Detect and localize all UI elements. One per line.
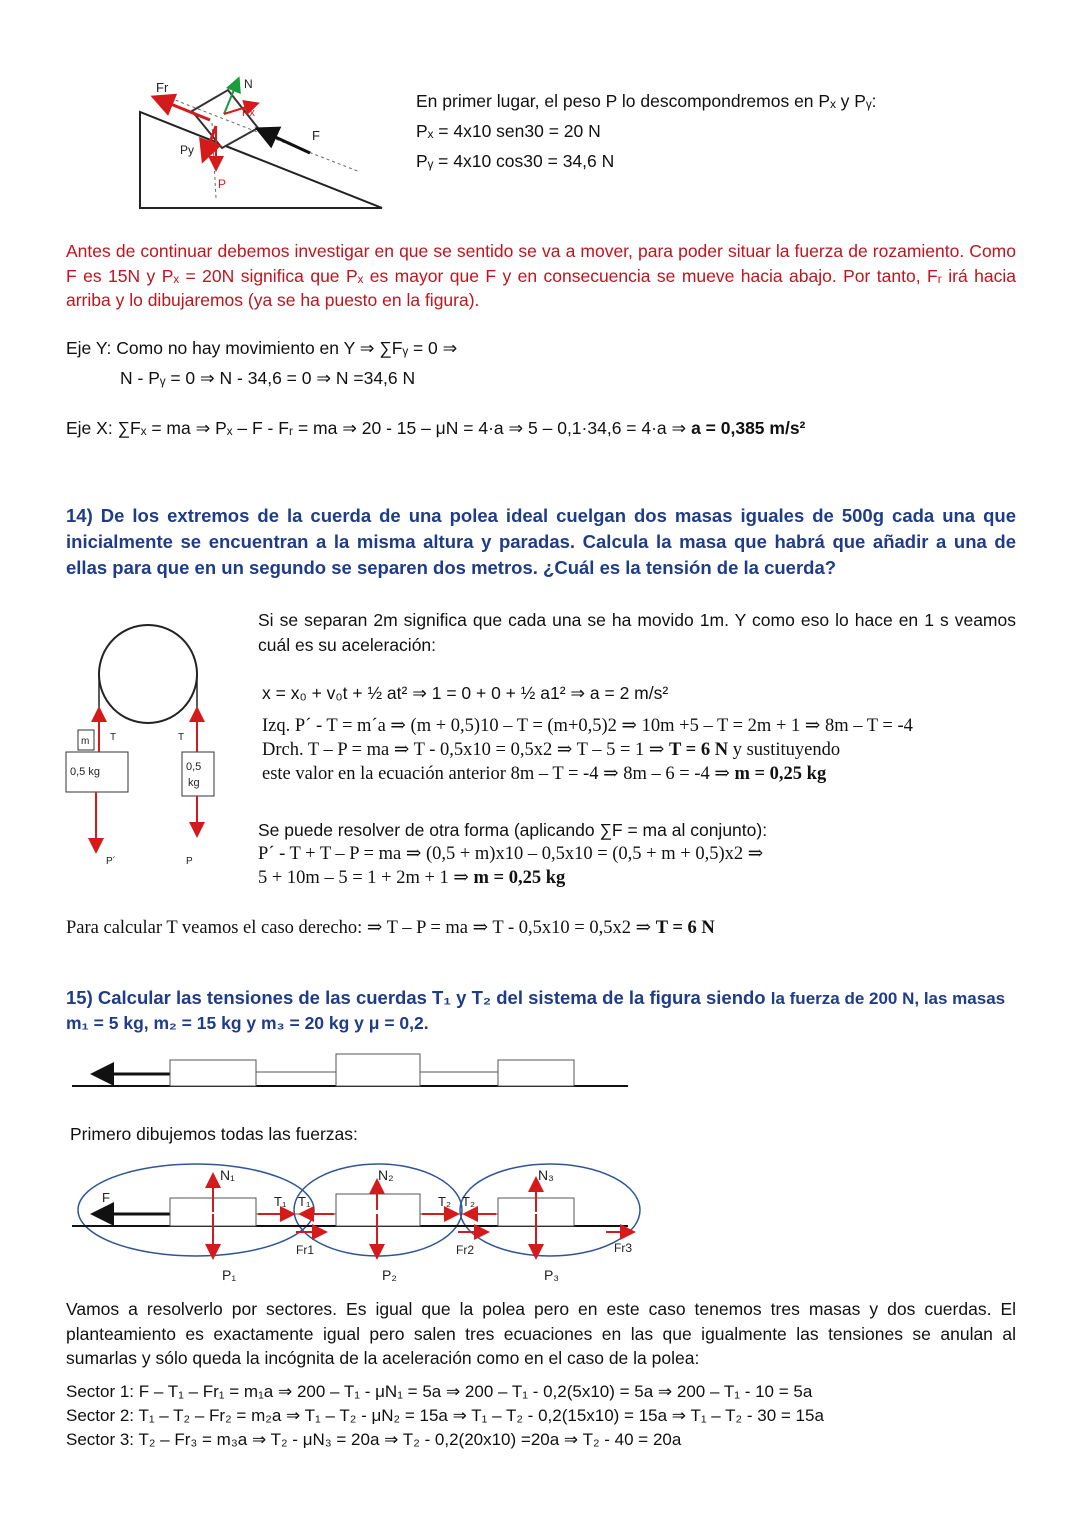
label-fr1: Fr1 [296, 1243, 314, 1257]
label-p1: P₁ [222, 1267, 237, 1283]
q14-alt3-text: 5 + 10m – 5 = 1 + 2m + 1 ⇒ [258, 868, 474, 888]
label-t-right: T [178, 732, 185, 743]
q14-heading: 14) De los extremos de la cuerda de una polea ideal cuelgan dos masas iguales de 500g cada una que inicialmente se encuentran a la misma altura y paradas. Calcula la masa que habrá que añadir a una de ellas para que en un segundo se separen dos metros. ¿Cuál es la tensión de la cuerda? [66, 505, 1016, 578]
q14-tension-text: Para calcular T veamos el caso derecho: ⇒ T – P = ma ⇒ T - 0,5x10 = 0,5x2 ⇒ [66, 918, 656, 938]
label-p2: P₂ [382, 1267, 397, 1283]
label-m: m [81, 736, 90, 747]
label-t2b: T₂ [462, 1194, 475, 1209]
q14-drch-bold: T = 6 N [669, 740, 729, 760]
label-f2: F [102, 1190, 110, 1205]
label-p-right: P [186, 856, 193, 867]
q14-alt2: P´ - T + T – P = ma ⇒ (0,5 + m)x10 – 0,5x10 = (0,5 + m + 0,5)x2 ⇒ [258, 844, 764, 864]
label-n3: N₃ [538, 1167, 554, 1183]
block-3 [498, 1060, 574, 1086]
label-p3: P₃ [544, 1267, 560, 1283]
label-n: N [244, 77, 253, 91]
p13-ejex-text: Eje X: ∑Fₓ = ma ⇒ Pₓ – F - Fᵣ = ma ⇒ 20 - 15 – μN = 4·a ⇒ 5 – 0,1·34,6 = 4·a ⇒ [66, 418, 692, 438]
label-f: F [312, 128, 320, 143]
label-t-left: T [110, 732, 117, 743]
block-2 [336, 1054, 420, 1086]
pulley-wheel [99, 625, 197, 723]
label-t1b: T₁ [298, 1194, 311, 1209]
q14-intro: Si se separan 2m significa que cada una se ha movido 1m. Y como eso lo hace en 1 s veamos cuál es su aceleración: [258, 610, 1016, 655]
q14-drch2-bold: m = 0,25 kg [734, 764, 827, 784]
forces-figure [66, 1160, 666, 1290]
incline-block [170, 90, 360, 198]
q15-explain: Vamos a resolverlo por sectores. Es igual que la polea pero en este caso tenemos tres masas y dos cuerdas. El planteamiento es exactamente igual pero salen tres ecuaciones en las que igualmente las tensiones se anulan al sumarlas y sólo queda la incógnita de la aceleración como en el caso de la polea: [66, 1299, 1016, 1368]
q14-drch2 [262, 762, 826, 786]
block-1 [170, 1060, 256, 1086]
q14-tension [66, 916, 715, 940]
q14-alt3 [258, 866, 565, 890]
label-t2a: T₂ [438, 1194, 451, 1209]
q15-sector-2: Sector 2: T₁ – T₂ – Fr₂ = m₂a ⇒ T₁ – T₂ - μN₂ = 15a ⇒ T₁ – T₂ - 0,2(15x10) = 15a ⇒ T₁ – T₂ - 30 = 15a [66, 1406, 824, 1425]
p13-px: Pₓ = 4x10 sen30 = 20 N [416, 121, 601, 141]
q14-drch2-text: este valor en la ecuación anterior 8m – T = -4 ⇒ 8m – 6 = -4 ⇒ [262, 764, 735, 784]
q15-heading [66, 986, 1005, 1011]
label-t1a: T₁ [274, 1194, 287, 1209]
label-fr: Fr [156, 80, 169, 95]
q15-sector-1: Sector 1: F – T₁ – Fr₁ = m₁a ⇒ 200 – T₁ - μN₁ = 5a ⇒ 200 – T₁ - 0,2(5x10) = 5a ⇒ 200 – T₁ - 10 = 5a [66, 1382, 813, 1401]
incline-triangle [140, 112, 382, 208]
q15-heading-bold: 15) Calcular las tensiones de las cuerdas T₁ y T₂ del sistema de la figura siendo [66, 987, 771, 1008]
p13-ejex [66, 416, 805, 440]
q15-heading2: m₁ = 5 kg, m₂ = 15 kg y m₃ = 20 kg y μ = 0,2. [66, 1013, 429, 1033]
label-n2: N₂ [378, 1167, 394, 1183]
q14-drch [262, 738, 840, 762]
p13-ejey1: Eje Y: Como no hay movimiento en Y ⇒ ∑Fᵧ = 0 ⇒ [66, 338, 458, 358]
q14-drch-tail: y sustituyendo [728, 740, 841, 760]
p13-py: Pᵧ = 4x10 cos30 = 34,6 N [416, 151, 615, 171]
label-px: Px [242, 107, 255, 119]
label-mass-left: 0,5 kg [70, 766, 100, 778]
p13-ejey2: N - Pᵧ = 0 ⇒ N - 34,6 = 0 ⇒ N =34,6 N [120, 368, 416, 388]
label-p-left: P´ [106, 856, 116, 867]
q14-tension-bold: T = 6 N [655, 918, 715, 938]
mass-right-box [182, 752, 214, 796]
pulley-figure [50, 618, 230, 878]
q14-alt3-bold: m = 0,25 kg [473, 868, 566, 888]
p13-warning: Antes de continuar debemos investigar en que se sentido se va a mover, para poder situar la fuerza de rozamiento. Como F es 15N y Pₓ = 20N significa que Pₓ es mayor que F y en consecuencia se mueve hacia abajo. Por tanto, Fᵣ irá hacia arriba y lo dibujaremos (ya se ha puesto en la figura). [66, 241, 1016, 310]
label-mass-right-1: 0,5 [186, 761, 202, 773]
label-p: P [218, 177, 227, 191]
q15-heading-rest: la fuerza de 200 N, las masas [770, 989, 1006, 1008]
label-fr3: Fr3 [614, 1241, 632, 1255]
q14-drch-text: Drch. T – P = ma ⇒ T - 0,5x10 = 0,5x2 ⇒ T – 5 = 1 ⇒ [262, 740, 670, 760]
label-py: Py [180, 143, 195, 157]
incline-figure [120, 68, 400, 218]
p13-intro: En primer lugar, el peso P lo descompondremos en Pₓ y Pᵧ: [416, 91, 877, 111]
q14-izq: Izq. P´ - T = m´a ⇒ (m + 0,5)10 – T = (m+0,5)2 ⇒ 10m +5 – T = 2m + 1 ⇒ 8m – T = -4 [262, 716, 913, 736]
q14-kinematics: x = x₀ + v₀t + ½ at² ⇒ 1 = 0 + 0 + ½ a1² ⇒ a = 2 m/s² [262, 683, 669, 703]
force-f-arrow [260, 130, 310, 153]
blocks-figure [66, 1050, 636, 1094]
q15-sector-3: Sector 3: T₂ – Fr₃ = m₃a ⇒ T₂ - μN₃ = 20a ⇒ T₂ - 0,2(20x10) =20a ⇒ T₂ - 40 = 20a [66, 1430, 682, 1449]
label-fr2: Fr2 [456, 1243, 474, 1257]
q14-alt1: Se puede resolver de otra forma (aplicando ∑F = ma al conjunto): [258, 820, 768, 840]
q15-forces-title: Primero dibujemos todas las fuerzas: [70, 1124, 358, 1144]
label-n1: N₁ [220, 1167, 235, 1183]
label-mass-right-2: kg [188, 777, 200, 789]
p13-ejex-result: a = 0,385 m/s² [691, 418, 806, 438]
